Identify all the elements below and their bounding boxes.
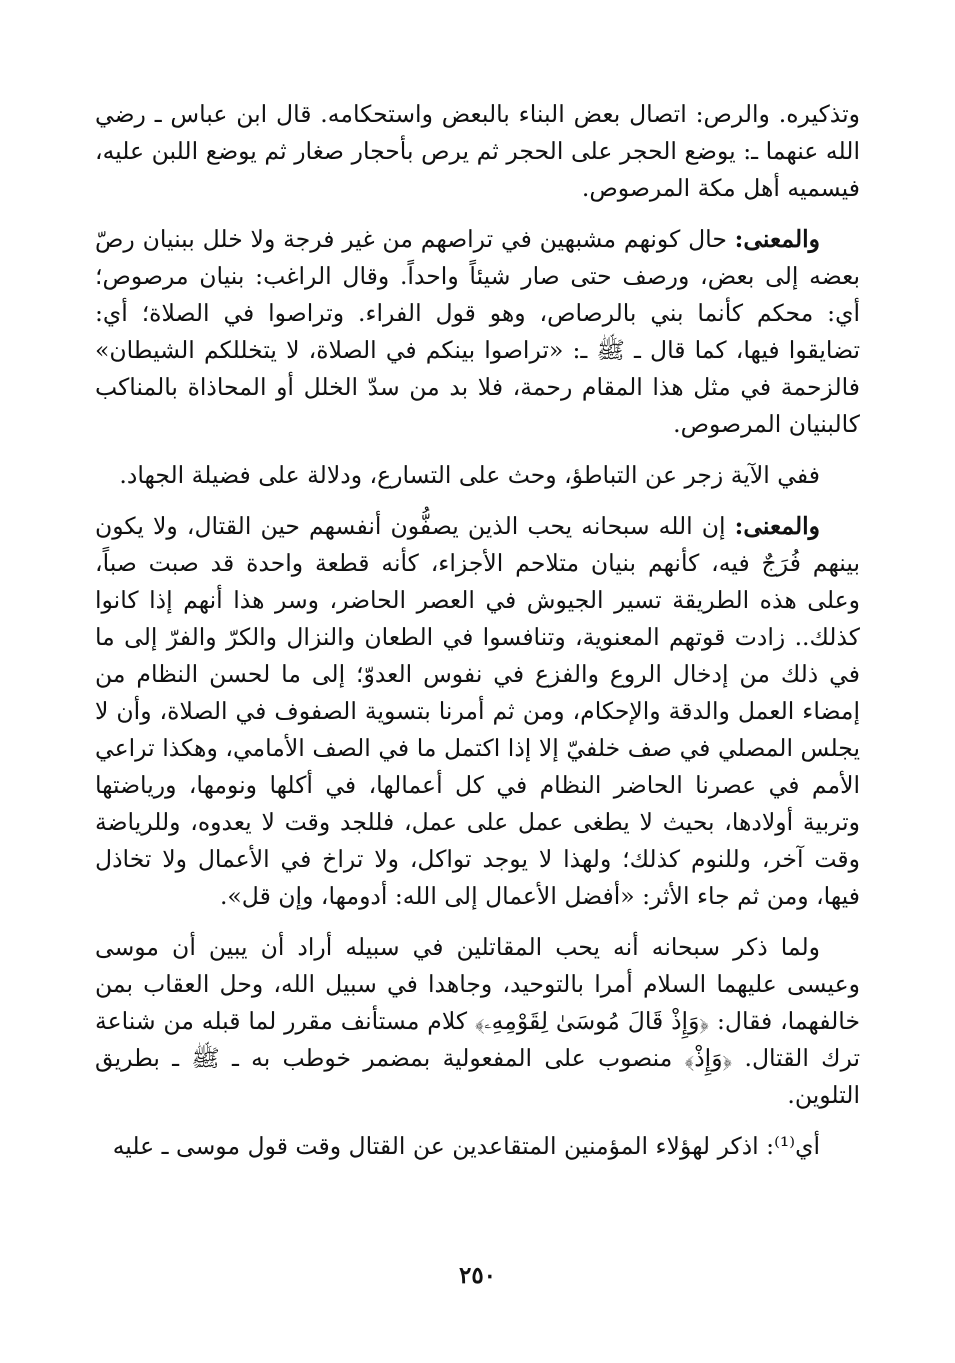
paragraph-3 [95,457,860,494]
paragraph-text: أي⁽¹⁾: اذكر لهؤلاء المؤمنين المتقاعدين عن القتال وقت قول موسى ـ عليه [112,1132,820,1160]
paragraph-text: حال كونهم مشبهين في تراصهم من غير فرجة ولا خلل ببنيان رصّ بعضه إلى بعض، ورصف حتى صار شيئاً واحداً. وقال الراغب: بنيان مرصوص؛ أي: محكم كأنما بني بالرصاص، وهو قول الفراء. وتراصوا في الصلاة؛ أي: تضايقوا فيها، كما قال ـ ﷺ ـ: «تراصوا بينكم في الصلاة، لا يتخللكم الشيطان» فالزحمة في مثل هذا المقام رحمة، فلا بد من سدّ الخلل أو المحاذاة بالمناكب كالبنيان المرصوص. [95,225,860,438]
paragraph-text: إن الله سبحانه يحب الذين يصفُّون أنفسهم حين القتال، ولا يكون بينهم فُرَجٌ فيه، كأنهم بنيان متلاحم الأجزاء، كأنه قطعة واحدة قد صبت صباً، وعلى هذه الطريقة تسير الجيوش في العصر الحاضر، وسر هذا أنهم إذا كانوا كذلك.. زادت قوتهم المعنوية، وتنافسوا في الطعان والنزال والكرّ والفرّ إلى ما في ذلك من إدخال الروع والفزع في نفوس العدوّ؛ إلى ما لحسن النظام من إمضاء العمل والدقة والإحكام، ومن ثم أمرنا بتسوية الصفوف في الصلاة، وأن لا يجلس المصلي في صف خلفيّ إلا إذا اكتمل ما في الصف الأمامي، وهكذا تراعي الأمم في عصرنا الحاضر النظام في كل أعمالها، في أكلها ونومها، ورياضتها وتربية أولادها، بحيث لا يطغى عمل على عمل، فللجد وقت لا يعدوه، وللرياضة وقت آخر، وللنوم كذلك؛ ولهذا لا يوجد تواكل، ولا تراخ في الأعمال ولا تخاذل فيها، ومن ثم جاء الأثر: «أفضل الأعمال إلى الله: أدومها، وإن قل». [95,512,860,910]
paragraph-text: ولما ذكر سبحانه أنه يحب المقاتلين في سبيله أراد أن يبين أن موسى وعيسى عليهما السلام أمرا بالتوحيد، وجاهدا في سبيل الله، وحل العقاب بمن خالفهما، فقال: ﴿وَإِذْ قَالَ مُوسَىٰ لِقَوْمِهِۦ﴾ كلام مستأنف مقرر لما قبله من شناعة ترك القتال. ﴿وَإِذْ﴾ منصوب على المفعولية بمضمر خوطب به ـ ﷺ ـ بطريق التلوين. [95,933,860,1109]
paragraph-text: وتذكيره. والرص: اتصال بعض البناء بالبعض واستحكامه. قال ابن عباس ـ رضي الله عنهما ـ: يوضع الحجر على الحجر ثم يرص بأحجار صغار ثم يوضع اللبن عليه، فيسميه أهل مكة المرصوص. [95,100,860,202]
paragraph-4 [95,508,860,915]
page-number: ٢٥٠ [458,1262,497,1289]
paragraph-2 [95,221,860,443]
paragraph-5 [95,929,860,1114]
paragraph-term: والمعنى: [734,512,820,540]
paragraph-6 [95,1128,860,1165]
paragraph-term: والمعنى: [734,225,820,253]
paragraph-text: ففي الآية زجر عن التباطؤ، وحث على التسارع، ودلالة على فضيلة الجهاد. [119,461,820,489]
paragraph-1 [95,96,860,207]
